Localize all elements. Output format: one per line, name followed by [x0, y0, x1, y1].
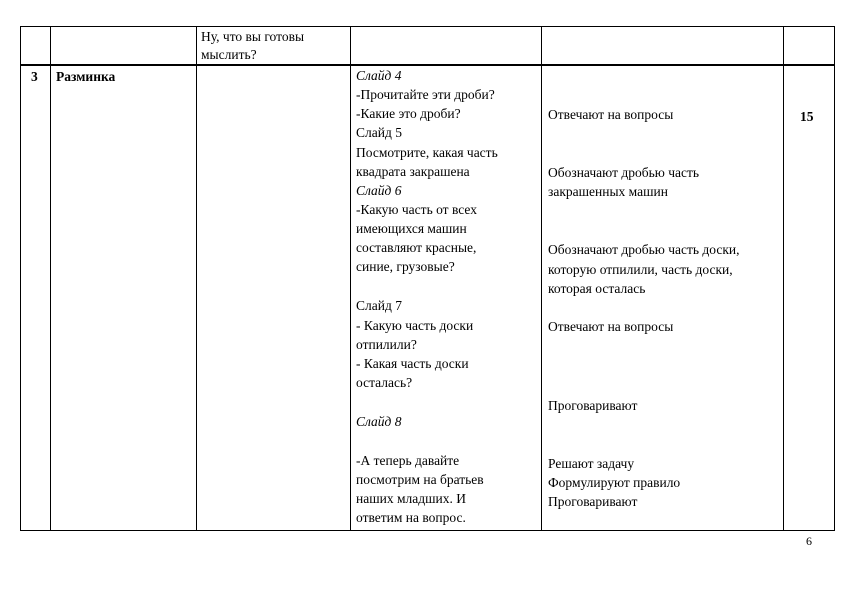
teacher-line: отпилили?	[356, 337, 417, 352]
top-row-prompt-line: мыслить?	[201, 47, 257, 62]
student-line: Обозначают дробью часть доски,	[548, 242, 740, 257]
table-bottom-border	[20, 530, 834, 531]
slide-heading: Слайд 5	[356, 125, 402, 140]
teacher-line: -Прочитайте эти дроби?	[356, 87, 495, 102]
column-border	[834, 26, 835, 531]
teacher-line: ответим на вопрос.	[356, 510, 466, 525]
teacher-line: квадрата закрашена	[356, 164, 470, 179]
teacher-line: Посмотрите, какая часть	[356, 145, 498, 160]
teacher-line: наших младших. И	[356, 491, 466, 506]
teacher-line: -Какие это дроби?	[356, 106, 461, 121]
stage-number: 3	[31, 69, 38, 84]
student-line: которую отпилили, часть доски,	[548, 262, 733, 277]
top-row-prompt-line: Ну, что вы готовы	[201, 29, 305, 44]
teacher-line: -А теперь давайте	[356, 453, 460, 468]
teacher-line: - Какую часть доски	[356, 318, 474, 333]
column-border	[196, 26, 197, 531]
teacher-line: посмотрим на братьев	[356, 472, 484, 487]
student-line: Отвечают на вопросы	[548, 107, 674, 122]
column-border	[20, 26, 21, 531]
teacher-line: - Какая часть доски	[356, 356, 469, 371]
slide-heading: Слайд 8	[356, 414, 402, 429]
teacher-line: составляют красные,	[356, 240, 477, 255]
student-line: которая осталась	[548, 281, 646, 296]
teacher-line: синие, грузовые?	[356, 259, 455, 274]
student-line: Формулируют правило	[548, 475, 681, 490]
column-border	[350, 26, 351, 531]
stage-title: Разминка	[56, 69, 116, 84]
teacher-line: -Какую часть от всех	[356, 202, 477, 217]
page-number: 6	[806, 534, 812, 548]
column-border	[541, 26, 542, 531]
stage-minutes: 15	[800, 109, 814, 124]
student-line: Решают задачу	[548, 456, 635, 471]
column-border	[50, 26, 51, 531]
slide-heading: Слайд 7	[356, 298, 402, 313]
teacher-line: осталась?	[356, 375, 413, 390]
column-border	[783, 26, 784, 531]
student-line: Проговаривают	[548, 494, 638, 509]
slide-heading: Слайд 6	[356, 183, 402, 198]
row-divider	[20, 64, 834, 66]
student-line: Проговаривают	[548, 398, 638, 413]
student-line: закрашенных машин	[548, 184, 668, 199]
student-line: Отвечают на вопросы	[548, 319, 674, 334]
table-top-border	[20, 26, 834, 27]
teacher-line: имеющихся машин	[356, 221, 467, 236]
student-line: Обозначают дробью часть	[548, 165, 700, 180]
slide-heading: Слайд 4	[356, 68, 402, 83]
